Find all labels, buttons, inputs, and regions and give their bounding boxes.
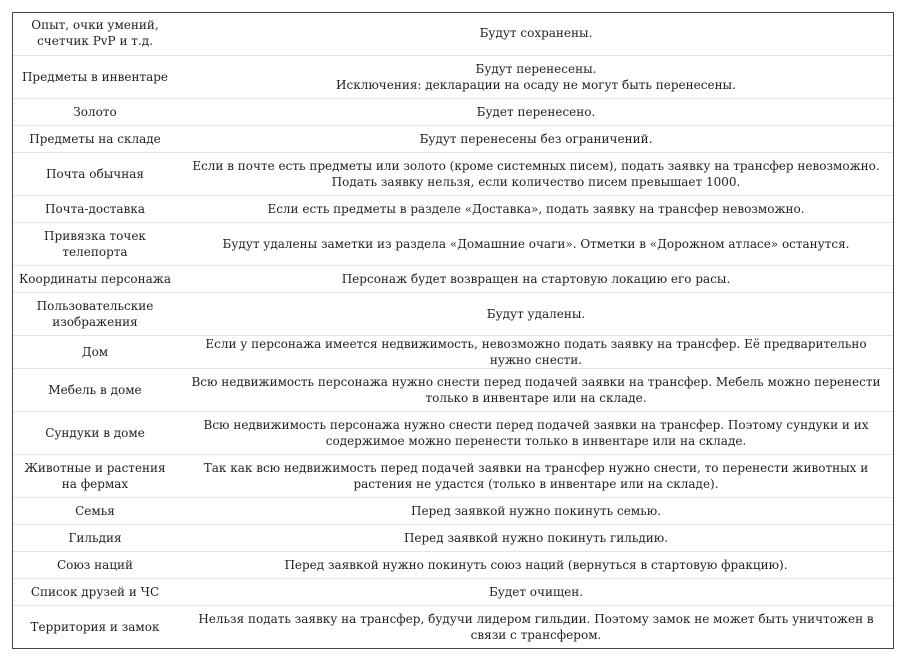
transfer-rules-table-container — [12, 12, 894, 649]
row-label: Предметы в инвентаре — [21, 69, 169, 84]
row-value — [178, 578, 894, 605]
table-row — [12, 335, 894, 368]
row-label: Опыт, очки умений, счетчик PvP и т.д. — [31, 18, 159, 49]
row-label: Семья — [75, 503, 115, 518]
row-value — [178, 605, 894, 649]
table-row — [12, 368, 894, 411]
row-label: Гильдия — [68, 530, 122, 545]
row-value-line: Так как всю недвижимость перед подачей заявки на трансфер нужно снести, то перенести животных и растения не удастся (только в инвентаре или на складе). — [203, 460, 869, 491]
row-label: Золото — [73, 104, 117, 119]
row-label: Дом — [81, 344, 109, 359]
row-value-line: Если у персонажа имеется недвижимость, невозможно подать заявку на трансфер. Её предварительно нужно снести. — [205, 336, 867, 367]
row-value — [178, 411, 894, 454]
row-value-line: Перед заявкой нужно покинуть гильдию. — [403, 530, 669, 545]
row-label: Сундуки в доме — [45, 425, 145, 440]
table-row — [12, 578, 894, 605]
row-label: Пользовательские изображения — [36, 298, 154, 329]
table-row — [12, 292, 894, 335]
row-label: Территория и замок — [30, 620, 160, 635]
row-value-line: Будет перенесено. — [476, 104, 596, 119]
row-value — [178, 125, 894, 152]
table-row — [12, 12, 894, 55]
row-label: Привязка точек телепорта — [44, 228, 146, 259]
table-row — [12, 98, 894, 125]
row-value-line: Всю недвижимость персонажа нужно снести перед подачей заявки на трансфер. Мебель можно перенести только в инвентаре или на складе. — [191, 374, 881, 405]
row-value — [178, 195, 894, 222]
row-value — [178, 524, 894, 551]
row-value — [178, 454, 894, 497]
table-row — [12, 195, 894, 222]
row-value-line: Будут удалены. — [486, 306, 586, 321]
row-label: Союз наций — [56, 557, 134, 572]
row-value — [178, 497, 894, 524]
table-row — [12, 551, 894, 578]
row-label: Координаты персонажа — [18, 271, 172, 286]
row-label: Почта-доставка — [44, 201, 145, 216]
row-value-line: Будут перенесены без ограничений. — [419, 131, 653, 146]
table-row — [12, 411, 894, 454]
table-row — [12, 524, 894, 551]
table-row — [12, 497, 894, 524]
row-value — [178, 152, 894, 195]
row-value-line: Будет очищен. — [488, 584, 584, 599]
row-value — [178, 222, 894, 265]
row-value — [178, 55, 894, 98]
row-value — [178, 292, 894, 335]
table-row — [12, 605, 894, 649]
row-value-line: Всю недвижимость персонажа нужно снести перед подачей заявки на трансфер. Поэтому сундуки и их содержимое можно перенести только в инвентаре или на складе. — [203, 417, 869, 448]
row-value-line: Будут перенесены. — [475, 61, 597, 76]
row-value — [178, 12, 894, 55]
row-value-line: Перед заявкой нужно покинуть союз наций (вернуться в стартовую фракцию). — [284, 557, 788, 572]
table-row — [12, 454, 894, 497]
row-label: Мебель в доме — [48, 382, 142, 397]
table-row — [12, 265, 894, 292]
table-row — [12, 55, 894, 98]
row-value — [178, 335, 894, 368]
row-value — [178, 551, 894, 578]
row-value-line: Персонаж будет возвращен на стартовую локацию его расы. — [341, 271, 731, 286]
row-value-line: Если есть предметы в разделе «Доставка», подать заявку на трансфер невозможно. — [267, 201, 805, 216]
transfer-rules-table — [12, 12, 894, 649]
row-value-line: Будут удалены заметки из раздела «Домашние очаги». Отметки в «Дорожном атласе» останутся. — [222, 236, 850, 251]
row-value-line: Нельзя подать заявку на трансфер, будучи лидером гильдии. Поэтому замок не может быть уничтожен в связи с трансфером. — [198, 612, 874, 643]
row-value-line: Исключения: декларации на осаду не могут быть перенесены. — [336, 77, 736, 92]
row-label: Почта обычная — [46, 166, 144, 181]
table-row — [12, 125, 894, 152]
row-value — [178, 98, 894, 125]
row-value-line: Перед заявкой нужно покинуть семью. — [411, 503, 661, 518]
row-value — [178, 265, 894, 292]
row-label: Животные и растения на фермах — [24, 460, 166, 491]
row-label: Список друзей и ЧС — [30, 584, 160, 599]
row-value — [178, 368, 894, 411]
row-value-line: Будут сохранены. — [479, 26, 593, 41]
table-row — [12, 222, 894, 265]
row-value-line: Если в почте есть предметы или золото (кроме системных писем), подать заявку на трансфер невозможно. Подать заявку нельзя, если количество писем превышает 1000. — [192, 158, 880, 189]
row-label: Предметы на складе — [29, 131, 161, 146]
table-row — [12, 152, 894, 195]
